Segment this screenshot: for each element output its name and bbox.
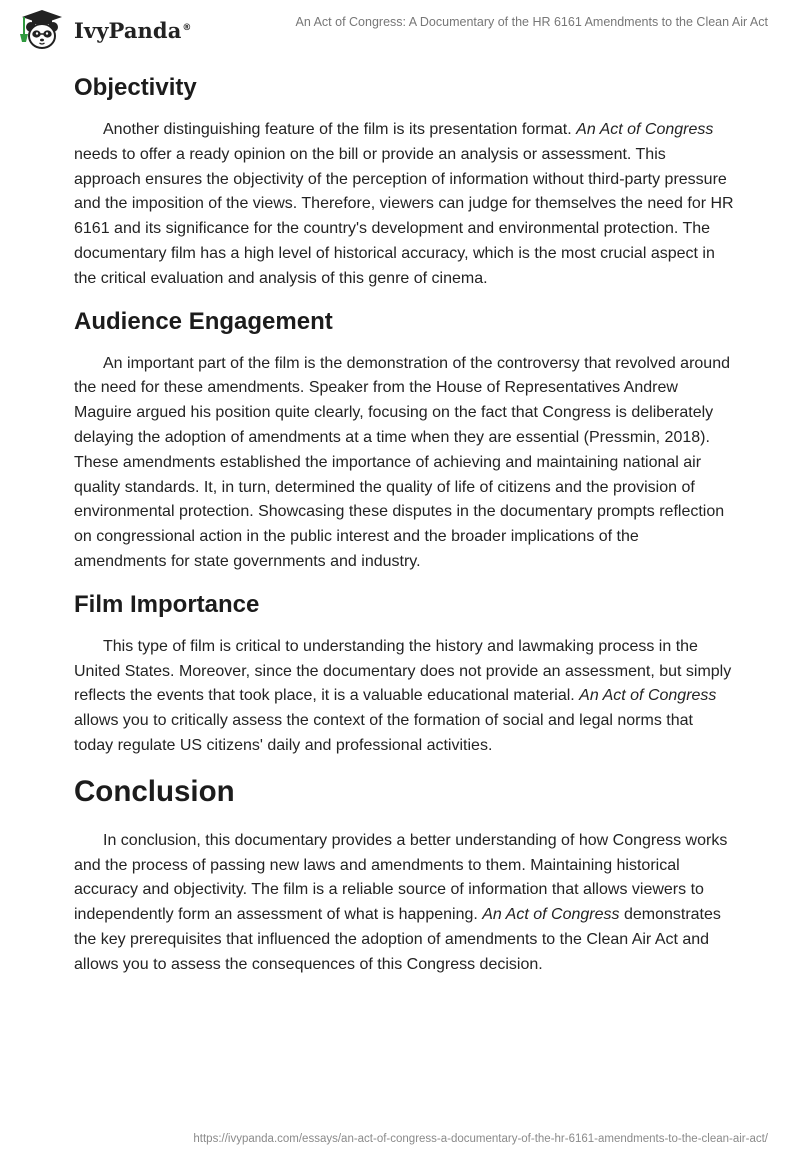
- paragraph-objectivity: [74, 118, 734, 292]
- text-run: An important part of the film is the demonstration of the controversy that revolved around the need for these amendments. Speaker from the House of Representatives Andrew Maguire argued his position quite clearly, focusing on the fact that Congress is deliberately delaying the adoption of amendments at a time when they are essential (Pressmin, 2018). These amendments established the importance of achieving and maintaining national air quality standards. It, in turn, determined the quality of life of citizens and the provision of environmental protection. Showcasing these disputes in the documentary prompts reflection on congressional action in the public interest and the broader implications of the amendments for state governments and industry.: [74, 354, 730, 570]
- paragraph-conclusion: [74, 829, 734, 978]
- film-title-italic: An Act of Congress: [576, 121, 714, 138]
- heading-conclusion: Conclusion: [74, 774, 235, 808]
- text-run: Another distinguishing feature of the film is its presentation format.: [103, 121, 577, 138]
- essay-body: [74, 71, 734, 991]
- film-title-italic: An Act of Congress: [482, 906, 620, 924]
- heading-film-importance: Film Importance: [74, 590, 260, 618]
- document-title: An Act of Congress: A Documentary of the HR 6161 Amendments to the Clean Air Act: [295, 15, 768, 29]
- text-run: needs to offer a ready opinion on the bill or provide an analysis or assessment. This approach ensures the objectivity of the perception of information without third-party pressure and the imposition of the views. Therefore, viewers can judge for themselves the need for HR 6161 and its significance for the country's development and environmental protection. The documentary film has a high level of historical accuracy, which is the most crucial aspect in the critical evaluation and analysis of this genre of cinema.: [74, 145, 734, 287]
- panda-graduate-icon: [14, 8, 72, 52]
- text-run: demonstrates the key prerequisites that influenced the adoption of amendments to the Clean Air Act and allows you to assess the consequences of this Congress decision.: [74, 906, 721, 973]
- page-header: [0, 0, 800, 60]
- logo-text: IvyPanda®: [74, 17, 192, 43]
- heading-objectivity: Objectivity: [74, 74, 197, 101]
- film-title-italic: An Act of Congress: [579, 687, 717, 705]
- text-run: This type of film is critical to understanding the history and lawmaking process in the United States. Moreover, since the documentary does not provide an assessment, but simply reflects the events that took place, it is a valuable educational material.: [74, 637, 732, 705]
- heading-audience-engagement: Audience Engagement: [74, 307, 333, 335]
- text-run: allows you to critically assess the context of the formation of social and legal norms that today regulate US citizens' daily and professional activities.: [74, 712, 693, 754]
- site-logo[interactable]: [14, 8, 192, 52]
- text-run: In conclusion, this documentary provides a better understanding of how Congress works and the process of passing new laws and amendments to them. Maintaining historical accuracy and objectivity. The film is a reliable source of information that allows viewers to independently form an assessment of what is happening.: [74, 831, 728, 924]
- paragraph-audience-engagement: [74, 352, 734, 575]
- source-url[interactable]: https://ivypanda.com/essays/an-act-of-congress-a-documentary-of-the-hr-6161-amendments-to-the-clean-air-act/: [193, 1133, 768, 1145]
- paragraph-film-importance: [74, 635, 734, 759]
- registered-mark: ®: [182, 22, 192, 33]
